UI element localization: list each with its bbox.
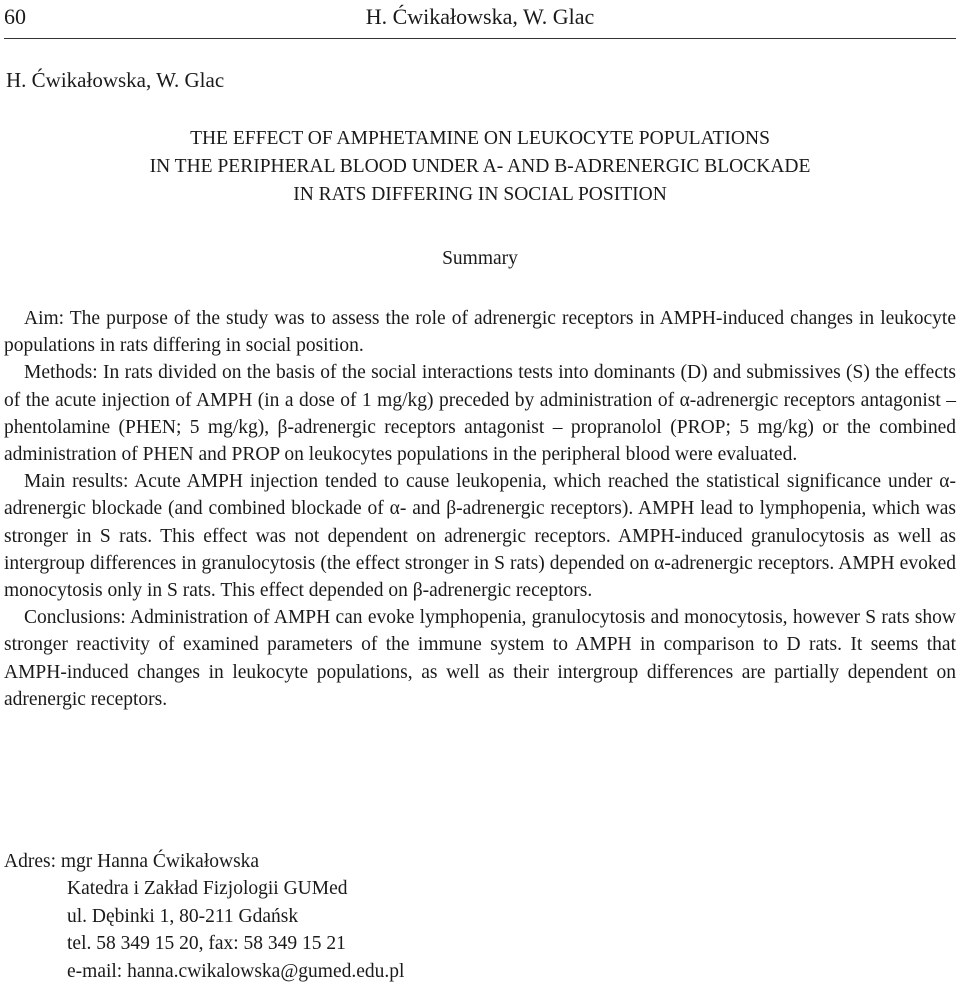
running-header (4, 4, 956, 34)
page-number: 60 (4, 4, 26, 29)
methods-paragraph: Methods: In rats divided on the basis of the social interactions tests into dominants (D) and submissives (S) the effects of the acute injection of AMPH (in a dose of 1 mg/kg) preceded by administration of α-adrenergic receptors antagonist – phentolamine (PHEN; 5 mg/kg), β-adrenergic receptors antagonist – propranolol (PROP; 5 mg/kg) or the combined administration of PHEN and PROP on leukocytes populations in the peripheral blood were evaluated. (4, 362, 956, 466)
correspondence-address (4, 848, 404, 985)
address-street: ul. Dębinki 1, 80-211 Gdańsk (67, 905, 299, 927)
main-results-paragraph: Main results: Acute AMPH injection tended to cause leukopenia, which reached the statistical significance under α-adrenergic blockade (and combined blockade of α- and β-adrenergic receptors). AMPH lead to lymphopenia, which was stronger in S rats. This effect was not dependent on adrenergic receptors. AMPH-induced granulocytosis as well as intergroup differences in granulocytosis (the effect stronger in S rats) depended on α-adrenergic receptors. AMPH evoked monocytosis only in S rats. This effect depended on β-adrenergic receptors. (4, 471, 956, 602)
title-line-1: THE EFFECT OF AMPHETAMINE ON LEUKOCYTE POPULATIONS (190, 128, 770, 149)
conclusions-paragraph: Conclusions: Administration of AMPH can evoke lymphopenia, granulocytosis and monocytosis, however S rats show stronger reactivity of examined parameters of the immune system to AMPH in comparison to D rats. It seems that AMPH-induced changes in leukocyte populations, as well as their intergroup differences are partially dependent on adrenergic receptors. (4, 607, 956, 710)
title-line-2: IN THE PERIPHERAL BLOOD UNDER A- AND B-ADRENERGIC BLOCKADE (149, 156, 811, 177)
address-email: e-mail: hanna.cwikalowska@gumed.edu.pl (67, 960, 405, 982)
article-title (0, 125, 960, 209)
summary-body (4, 305, 956, 713)
address-name: Adres: mgr Hanna Ćwikałowska (4, 851, 260, 872)
aim-paragraph: Aim: The purpose of the study was to assess the role of adrenergic receptors in AMPH-induced changes in leukocyte populations in rats differing in social position. (4, 308, 956, 357)
header-divider (4, 38, 956, 39)
title-line-3: IN RATS DIFFERING IN SOCIAL POSITION (293, 184, 667, 205)
summary-heading: Summary (442, 248, 518, 269)
article-authors: H. Ćwikałowska, W. Glac (6, 68, 225, 92)
address-institution: Katedra i Zakład Fizjologii GUMed (67, 878, 348, 900)
address-phone: tel. 58 349 15 20, fax: 58 349 15 21 (67, 933, 346, 955)
running-authors: H. Ćwikałowska, W. Glac (365, 4, 595, 29)
